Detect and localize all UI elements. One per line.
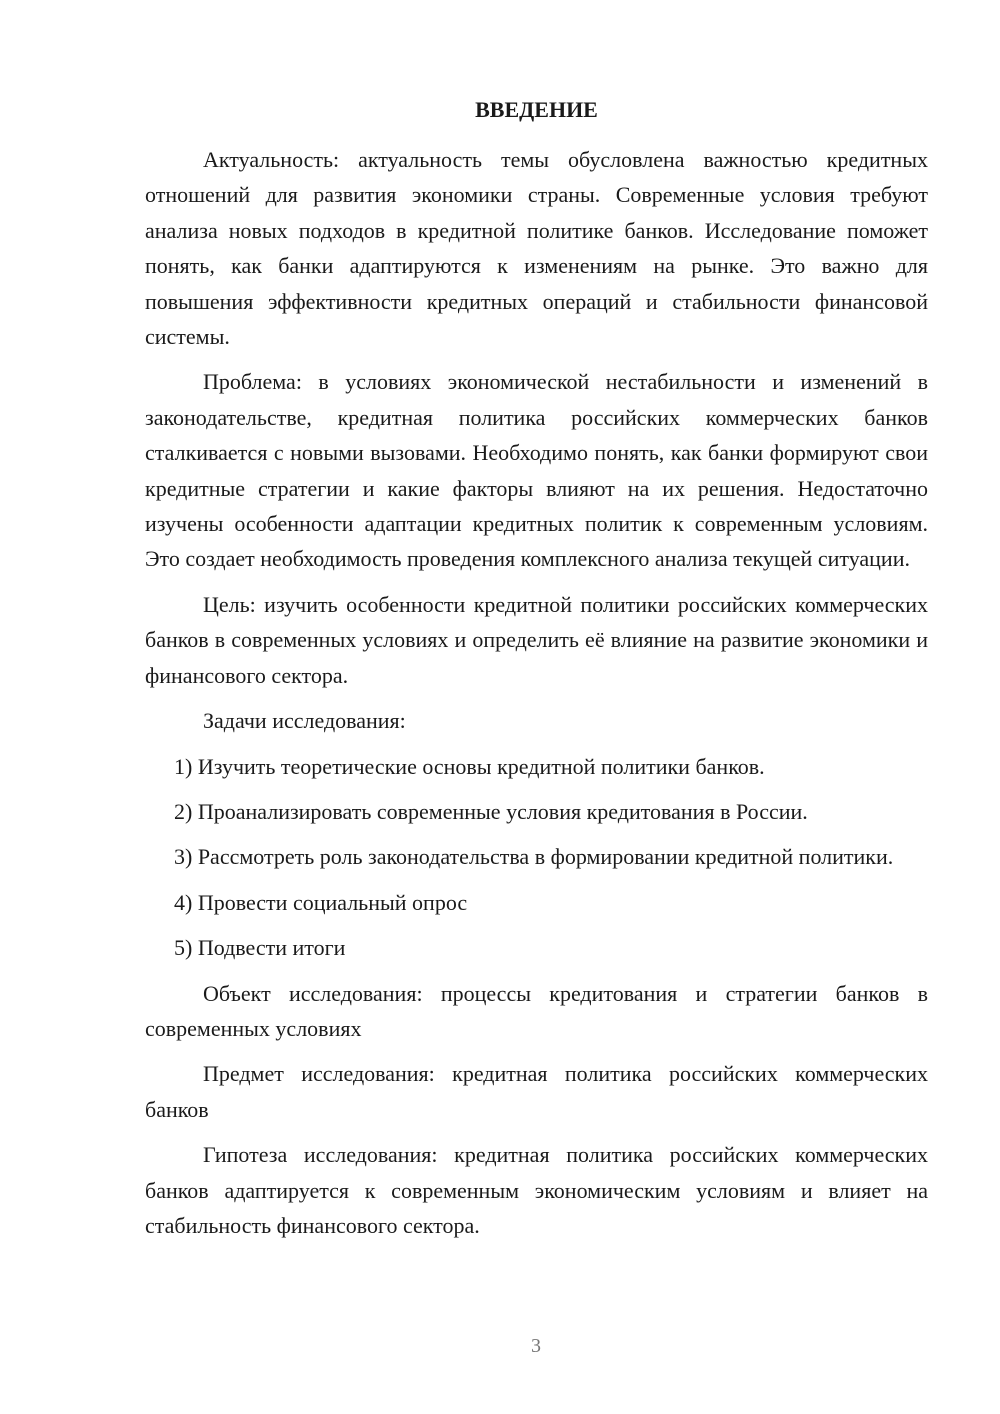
paragraph-problem: Проблема: в условиях экономической нестабильности и изменений в законодательстве, кредитная политика российских коммерческих банков сталкивается с новыми вызовами. Необходимо понять, как банки формируют свои кредитные стратегии и какие факторы влияют на их решения. Недостаточно изучены особенности адаптации кредитных политик к современным условиям. Это создает необходимость проведения комплексного анализа текущей ситуации.: [145, 369, 928, 572]
task-item-1: 1) Изучить теоретические основы кредитной политики банков.: [174, 753, 765, 779]
task-item-3: 3) Рассмотреть роль законодательства в формировании кредитной политики.: [174, 844, 894, 870]
paragraph-subject: Предмет исследования: кредитная политика российских коммерческих банков: [145, 1061, 928, 1122]
task-item-4: 4) Провести социальный опрос: [174, 889, 468, 915]
paragraph-hypothesis: Гипотеза исследования: кредитная политика российских коммерческих банков адаптируется к современным экономическим условиям и влияет на стабильность финансового сектора.: [145, 1142, 928, 1238]
paragraph-object: Объект исследования: процессы кредитования и стратегии банков в современных условиях: [145, 980, 928, 1041]
page-number: 3: [531, 1335, 541, 1357]
section-title: ВВЕДЕНИЕ: [475, 97, 598, 122]
paragraph-relevance: Актуальность: актуальность темы обусловлена важностью кредитных отношений для развития экономики страны. Современные условия требуют анализа новых подходов в кредитной политике банков. Исследование поможет понять, как банки адаптируются к изменениям на рынке. Это важно для повышения эффективности кредитных операций и стабильности финансовой системы.: [145, 147, 928, 350]
tasks-heading: Задачи исследования:: [203, 708, 406, 734]
task-item-5: 5) Подвести итоги: [174, 935, 346, 961]
document-page: [145, 92, 928, 1243]
paragraph-goal: Цель: изучить особенности кредитной политики российских коммерческих банков в современных условиях и определить её влияние на развитие экономики и финансового сектора.: [145, 591, 928, 688]
task-item-2: 2) Проанализировать современные условия кредитования в России.: [174, 798, 808, 824]
